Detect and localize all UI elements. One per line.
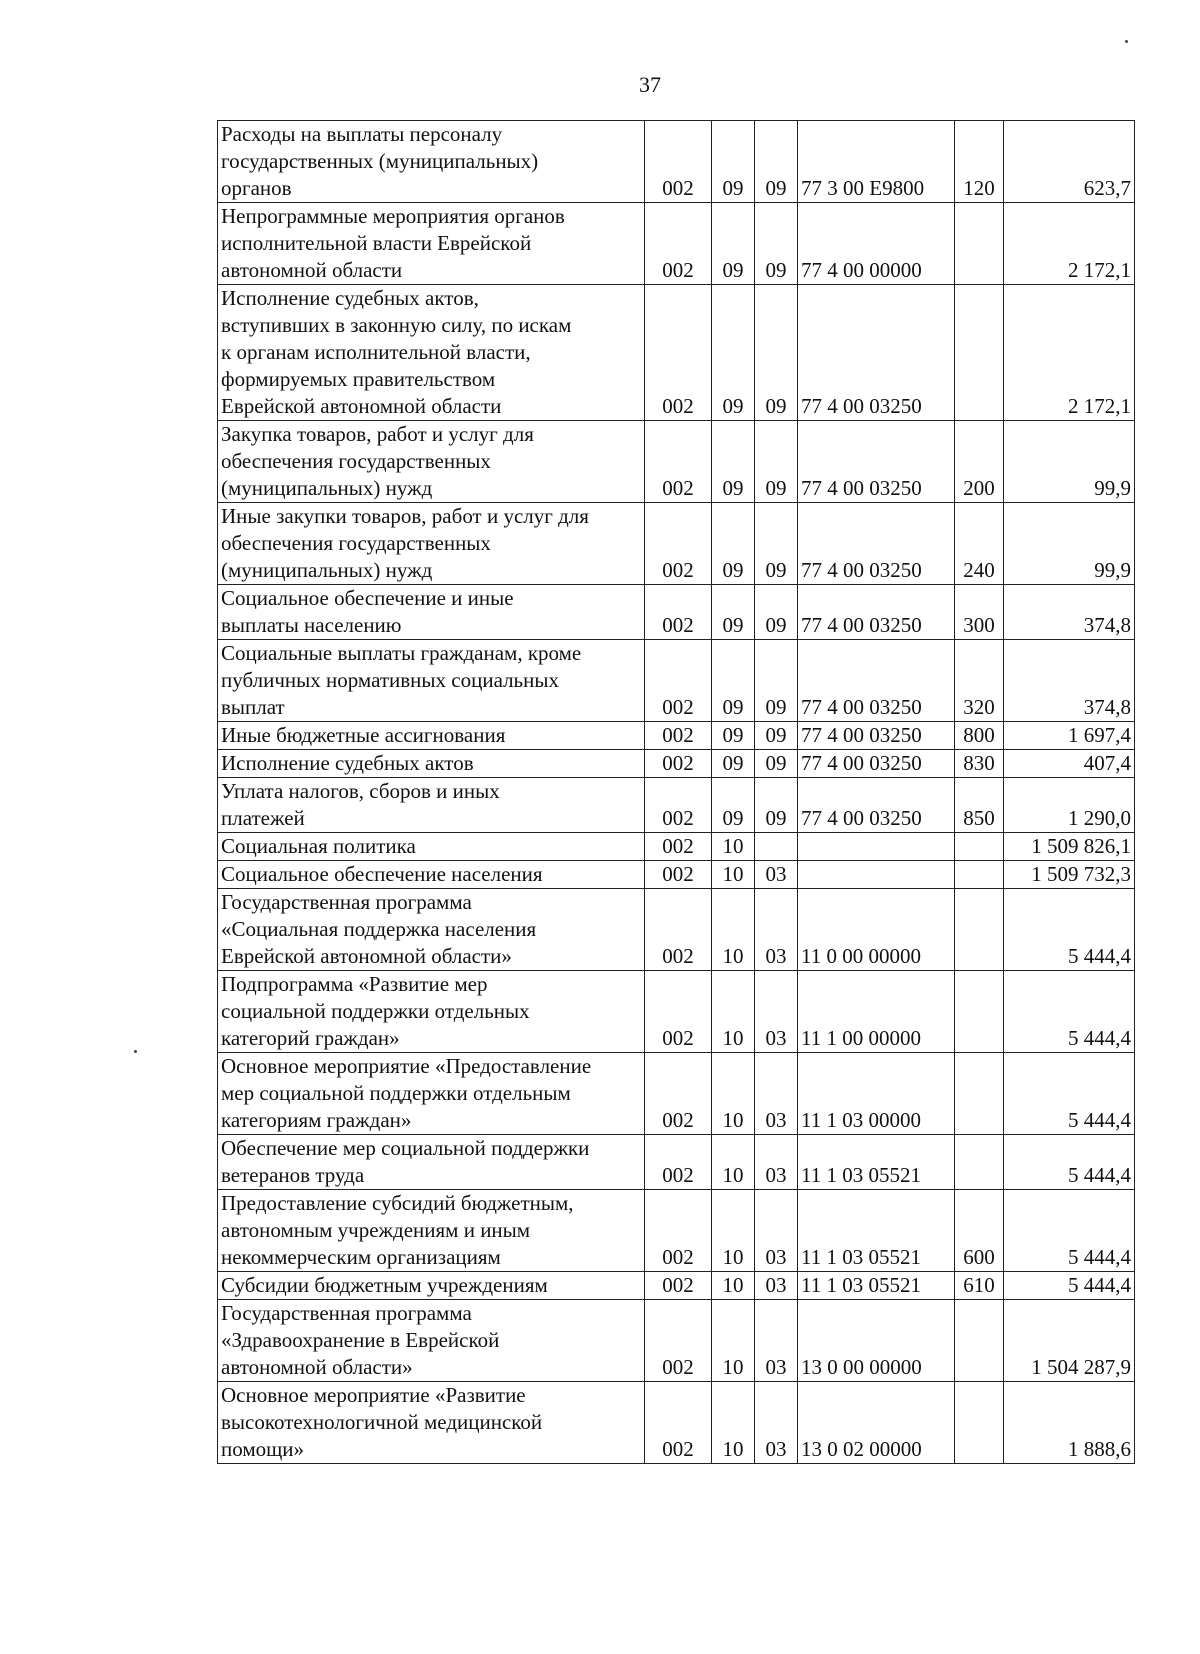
- subsection-code-text: 09: [765, 751, 787, 775]
- subsection-code-text: 03: [765, 1437, 787, 1461]
- section-code-cell: [712, 778, 755, 833]
- ministry-code-cell: [645, 585, 712, 640]
- amount-text: 5 444,4: [1068, 1273, 1131, 1297]
- target-item-code-cell: [798, 503, 955, 585]
- row-name-cell: [218, 421, 645, 503]
- target-item-code-text: 77 4 00 03250: [801, 558, 922, 582]
- target-item-code-cell: [798, 971, 955, 1053]
- target-item-code-cell: [798, 421, 955, 503]
- table-row: [218, 1382, 1135, 1464]
- section-code-cell: [712, 971, 755, 1053]
- target-item-code-cell: [798, 1053, 955, 1135]
- row-name-cell: [218, 1272, 645, 1300]
- table-row: [218, 1053, 1135, 1135]
- target-item-code-text: 11 0 00 00000: [801, 944, 921, 968]
- ministry-code-text: 002: [662, 862, 694, 886]
- section-code-cell: [712, 833, 755, 861]
- amount-cell: [1004, 121, 1135, 203]
- row-name-cell: [218, 1135, 645, 1190]
- ministry-code-cell: [645, 1053, 712, 1135]
- subsection-code-cell: [755, 889, 798, 971]
- target-item-code-text: 77 4 00 03250: [801, 695, 922, 719]
- amount-text: 1 290,0: [1068, 806, 1131, 830]
- ministry-code-cell: [645, 421, 712, 503]
- amount-text: 1 504 287,9: [1031, 1355, 1131, 1379]
- section-code-text: 10: [722, 1108, 744, 1132]
- amount-cell: [1004, 861, 1135, 889]
- ministry-code-text: 002: [662, 751, 694, 775]
- amount-text: 1 509 732,3: [1031, 862, 1131, 886]
- table-row: [218, 971, 1135, 1053]
- target-item-code-text: 77 4 00 03250: [801, 806, 922, 830]
- section-code-cell: [712, 750, 755, 778]
- target-item-code-cell: [798, 833, 955, 861]
- subsection-code-cell: [755, 833, 798, 861]
- expense-type-code-cell: [955, 585, 1004, 640]
- row-name-cell: [218, 861, 645, 889]
- subsection-code-text: 09: [765, 613, 787, 637]
- subsection-code-cell: [755, 861, 798, 889]
- row-name-cell: [218, 971, 645, 1053]
- ministry-code-text: 002: [662, 834, 694, 858]
- amount-cell: [1004, 1382, 1135, 1464]
- subsection-code-cell: [755, 1053, 798, 1135]
- target-item-code-text: 13 0 02 00000: [801, 1437, 922, 1461]
- section-code-text: 10: [722, 1163, 744, 1187]
- ministry-code-text: 002: [662, 394, 694, 418]
- section-code-cell: [712, 421, 755, 503]
- expense-type-code-cell: [955, 1272, 1004, 1300]
- row-name-text: Предоставление субсидий бюджетным, автономным учреждениям и иным некоммерческим организациям: [221, 1191, 574, 1269]
- subsection-code-text: 09: [765, 558, 787, 582]
- ministry-code-cell: [645, 285, 712, 421]
- section-code-text: 09: [722, 176, 744, 200]
- table-row: [218, 121, 1135, 203]
- section-code-text: 10: [722, 944, 744, 968]
- subsection-code-cell: [755, 640, 798, 722]
- amount-text: 2 172,1: [1068, 394, 1131, 418]
- row-name-text: Субсидии бюджетным учреждениям: [221, 1273, 548, 1297]
- page-number: 37: [639, 72, 661, 97]
- amount-text: 5 444,4: [1068, 1163, 1131, 1187]
- expense-type-code-cell: [955, 971, 1004, 1053]
- target-item-code-text: 11 1 03 05521: [801, 1245, 921, 1269]
- row-name-text: Исполнение судебных актов: [221, 751, 474, 775]
- row-name-text: Непрограммные мероприятия органов исполнительной власти Еврейской автономной области: [221, 204, 565, 282]
- target-item-code-cell: [798, 121, 955, 203]
- expense-type-code-cell: [955, 421, 1004, 503]
- subsection-code-text: 03: [765, 1245, 787, 1269]
- ministry-code-cell: [645, 833, 712, 861]
- expense-type-code-text: 800: [963, 723, 995, 747]
- row-name-cell: [218, 722, 645, 750]
- table-row: [218, 861, 1135, 889]
- ministry-code-cell: [645, 1135, 712, 1190]
- amount-cell: [1004, 585, 1135, 640]
- section-code-text: 10: [722, 1437, 744, 1461]
- expense-type-code-cell: [955, 861, 1004, 889]
- section-code-text: 09: [722, 751, 744, 775]
- subsection-code-cell: [755, 971, 798, 1053]
- ministry-code-cell: [645, 778, 712, 833]
- target-item-code-text: 77 4 00 03250: [801, 723, 922, 747]
- subsection-code-cell: [755, 1190, 798, 1272]
- ministry-code-text: 002: [662, 1273, 694, 1297]
- expense-type-code-cell: [955, 722, 1004, 750]
- subsection-code-text: 09: [765, 695, 787, 719]
- subsection-code-text: 03: [765, 1026, 787, 1050]
- target-item-code-cell: [798, 1382, 955, 1464]
- amount-text: 99,9: [1094, 558, 1131, 582]
- ministry-code-cell: [645, 640, 712, 722]
- expense-type-code-text: 600: [963, 1245, 995, 1269]
- amount-cell: [1004, 1272, 1135, 1300]
- ministry-code-text: 002: [662, 1108, 694, 1132]
- target-item-code-cell: [798, 1190, 955, 1272]
- target-item-code-text: 77 4 00 03250: [801, 476, 922, 500]
- amount-cell: [1004, 722, 1135, 750]
- target-item-code-cell: [798, 203, 955, 285]
- section-code-text: 10: [722, 1026, 744, 1050]
- amount-cell: [1004, 640, 1135, 722]
- scan-speck: [134, 1050, 137, 1053]
- amount-cell: [1004, 421, 1135, 503]
- expense-type-code-text: 120: [963, 176, 995, 200]
- subsection-code-text: 09: [765, 723, 787, 747]
- amount-cell: [1004, 750, 1135, 778]
- target-item-code-text: 11 1 03 05521: [801, 1163, 921, 1187]
- row-name-text: Социальное обеспечение и иные выплаты населению: [221, 586, 514, 637]
- table-row: [218, 285, 1135, 421]
- target-item-code-cell: [798, 1300, 955, 1382]
- row-name-text: Социальные выплаты гражданам, кроме публичных нормативных социальных выплат: [221, 641, 582, 719]
- ministry-code-cell: [645, 1300, 712, 1382]
- expense-type-code-cell: [955, 1382, 1004, 1464]
- expense-type-code-cell: [955, 285, 1004, 421]
- amount-cell: [1004, 833, 1135, 861]
- amount-text: 623,7: [1083, 176, 1131, 200]
- amount-text: 1 697,4: [1068, 723, 1131, 747]
- target-item-code-text: 11 1 03 00000: [801, 1108, 921, 1132]
- target-item-code-cell: [798, 750, 955, 778]
- section-code-text: 10: [722, 862, 744, 886]
- row-name-text: Основное мероприятие «Развитие высокотехнологичной медицинской помощи»: [221, 1383, 543, 1461]
- ministry-code-cell: [645, 203, 712, 285]
- amount-cell: [1004, 889, 1135, 971]
- ministry-code-text: 002: [662, 1437, 694, 1461]
- subsection-code-text: 09: [765, 258, 787, 282]
- row-name-cell: [218, 121, 645, 203]
- table-row: [218, 778, 1135, 833]
- subsection-code-text: 09: [765, 394, 787, 418]
- table-row: [218, 421, 1135, 503]
- target-item-code-cell: [798, 861, 955, 889]
- table-row: [218, 640, 1135, 722]
- ministry-code-text: 002: [662, 558, 694, 582]
- budget-table: [217, 120, 1135, 1464]
- row-name-cell: [218, 889, 645, 971]
- subsection-code-text: 03: [765, 1273, 787, 1297]
- expense-type-code-text: 850: [963, 806, 995, 830]
- row-name-cell: [218, 640, 645, 722]
- target-item-code-text: 77 4 00 00000: [801, 258, 922, 282]
- section-code-cell: [712, 1272, 755, 1300]
- ministry-code-text: 002: [662, 695, 694, 719]
- ministry-code-cell: [645, 889, 712, 971]
- ministry-code-text: 002: [662, 476, 694, 500]
- row-name-cell: [218, 750, 645, 778]
- row-name-text: Расходы на выплаты персоналу государственных (муниципальных) органов: [221, 122, 539, 200]
- section-code-text: 09: [722, 695, 744, 719]
- expense-type-code-cell: [955, 889, 1004, 971]
- table-row: [218, 585, 1135, 640]
- section-code-cell: [712, 203, 755, 285]
- section-code-text: 09: [722, 394, 744, 418]
- amount-text: 99,9: [1094, 476, 1131, 500]
- section-code-text: 09: [722, 476, 744, 500]
- ministry-code-cell: [645, 503, 712, 585]
- expense-type-code-cell: [955, 1135, 1004, 1190]
- amount-text: 5 444,4: [1068, 944, 1131, 968]
- subsection-code-cell: [755, 285, 798, 421]
- row-name-text: Исполнение судебных актов, вступивших в законную силу, по искам к органам исполнительной власти, формируемых правительством Еврейской автономной области: [221, 286, 572, 418]
- ministry-code-text: 002: [662, 613, 694, 637]
- ministry-code-cell: [645, 1190, 712, 1272]
- section-code-cell: [712, 722, 755, 750]
- row-name-cell: [218, 833, 645, 861]
- target-item-code-cell: [798, 1135, 955, 1190]
- target-item-code-text: 77 4 00 03250: [801, 613, 922, 637]
- scan-speck: [1125, 40, 1128, 43]
- target-item-code-text: 77 4 00 03250: [801, 394, 922, 418]
- section-code-cell: [712, 503, 755, 585]
- ministry-code-text: 002: [662, 176, 694, 200]
- amount-cell: [1004, 1300, 1135, 1382]
- ministry-code-cell: [645, 1382, 712, 1464]
- section-code-text: 10: [722, 1273, 744, 1297]
- row-name-text: Иные бюджетные ассигнования: [221, 723, 506, 747]
- target-item-code-cell: [798, 640, 955, 722]
- ministry-code-text: 002: [662, 1245, 694, 1269]
- section-code-cell: [712, 640, 755, 722]
- table-row: [218, 833, 1135, 861]
- table-row: [218, 503, 1135, 585]
- amount-text: 1 888,6: [1068, 1437, 1131, 1461]
- section-code-cell: [712, 1300, 755, 1382]
- row-name-cell: [218, 285, 645, 421]
- expense-type-code-cell: [955, 640, 1004, 722]
- row-name-text: Основное мероприятие «Предоставление мер социальной поддержки отдельным категориям граждан»: [221, 1054, 592, 1132]
- row-name-text: Государственная программа «Здравоохранение в Еврейской автономной области»: [221, 1301, 500, 1379]
- row-name-cell: [218, 1190, 645, 1272]
- expense-type-code-text: 830: [963, 751, 995, 775]
- ministry-code-text: 002: [662, 806, 694, 830]
- section-code-text: 10: [722, 1245, 744, 1269]
- expense-type-code-cell: [955, 1300, 1004, 1382]
- expense-type-code-cell: [955, 1053, 1004, 1135]
- section-code-cell: [712, 889, 755, 971]
- subsection-code-cell: [755, 1135, 798, 1190]
- amount-text: 374,8: [1083, 613, 1131, 637]
- ministry-code-text: 002: [662, 1026, 694, 1050]
- amount-text: 374,8: [1083, 695, 1131, 719]
- amount-text: 1 509 826,1: [1031, 834, 1131, 858]
- row-name-cell: [218, 203, 645, 285]
- section-code-text: 10: [722, 1355, 744, 1379]
- amount-text: 5 444,4: [1068, 1026, 1131, 1050]
- expense-type-code-cell: [955, 121, 1004, 203]
- amount-cell: [1004, 503, 1135, 585]
- expense-type-code-cell: [955, 778, 1004, 833]
- subsection-code-cell: [755, 1300, 798, 1382]
- section-code-cell: [712, 861, 755, 889]
- target-item-code-cell: [798, 585, 955, 640]
- table-row: [218, 750, 1135, 778]
- subsection-code-text: 03: [765, 1108, 787, 1132]
- amount-cell: [1004, 1135, 1135, 1190]
- subsection-code-text: 03: [765, 862, 787, 886]
- ministry-code-cell: [645, 722, 712, 750]
- expense-type-code-cell: [955, 750, 1004, 778]
- row-name-text: Социальное обеспечение населения: [221, 862, 543, 886]
- table-row: [218, 722, 1135, 750]
- target-item-code-cell: [798, 722, 955, 750]
- ministry-code-text: 002: [662, 944, 694, 968]
- row-name-cell: [218, 1300, 645, 1382]
- section-code-cell: [712, 1135, 755, 1190]
- ministry-code-text: 002: [662, 258, 694, 282]
- amount-text: 5 444,4: [1068, 1245, 1131, 1269]
- subsection-code-text: 09: [765, 806, 787, 830]
- ministry-code-cell: [645, 121, 712, 203]
- section-code-cell: [712, 1382, 755, 1464]
- subsection-code-cell: [755, 121, 798, 203]
- amount-text: 2 172,1: [1068, 258, 1131, 282]
- row-name-text: Иные закупки товаров, работ и услуг для обеспечения государственных (муниципальных) нужд: [221, 504, 589, 582]
- subsection-code-text: 03: [765, 944, 787, 968]
- row-name-text: Обеспечение мер социальной поддержки ветеранов труда: [221, 1136, 590, 1187]
- table-row: [218, 203, 1135, 285]
- ministry-code-text: 002: [662, 1355, 694, 1379]
- row-name-text: Закупка товаров, работ и услуг для обеспечения государственных (муниципальных) нужд: [221, 422, 534, 500]
- subsection-code-cell: [755, 1382, 798, 1464]
- amount-cell: [1004, 778, 1135, 833]
- amount-text: 5 444,4: [1068, 1108, 1131, 1132]
- expense-type-code-cell: [955, 1190, 1004, 1272]
- row-name-text: Государственная программа «Социальная поддержка населения Еврейской автономной области»: [221, 890, 537, 968]
- row-name-cell: [218, 503, 645, 585]
- amount-text: 407,4: [1083, 751, 1131, 775]
- row-name-text: Социальная политика: [221, 834, 416, 858]
- subsection-code-cell: [755, 203, 798, 285]
- table-row: [218, 1300, 1135, 1382]
- target-item-code-cell: [798, 285, 955, 421]
- target-item-code-text: 11 1 00 00000: [801, 1026, 921, 1050]
- subsection-code-cell: [755, 585, 798, 640]
- ministry-code-cell: [645, 861, 712, 889]
- section-code-text: 09: [722, 613, 744, 637]
- section-code-cell: [712, 1053, 755, 1135]
- expense-type-code-text: 610: [963, 1273, 995, 1297]
- table-row: [218, 889, 1135, 971]
- amount-cell: [1004, 971, 1135, 1053]
- expense-type-code-text: 320: [963, 695, 995, 719]
- section-code-text: 09: [722, 723, 744, 747]
- row-name-text: Подпрограмма «Развитие мер социальной поддержки отдельных категорий граждан»: [221, 972, 530, 1050]
- ministry-code-cell: [645, 750, 712, 778]
- section-code-cell: [712, 585, 755, 640]
- target-item-code-cell: [798, 778, 955, 833]
- expense-type-code-text: 300: [963, 613, 995, 637]
- budget-table-body: [218, 121, 1135, 1464]
- section-code-cell: [712, 1190, 755, 1272]
- section-code-text: 09: [722, 258, 744, 282]
- ministry-code-text: 002: [662, 723, 694, 747]
- section-code-text: 09: [722, 806, 744, 830]
- subsection-code-cell: [755, 1272, 798, 1300]
- subsection-code-text: 09: [765, 476, 787, 500]
- target-item-code-text: 13 0 00 00000: [801, 1355, 922, 1379]
- table-row: [218, 1190, 1135, 1272]
- expense-type-code-text: 240: [963, 558, 995, 582]
- expense-type-code-cell: [955, 833, 1004, 861]
- row-name-cell: [218, 585, 645, 640]
- target-item-code-text: 77 4 00 03250: [801, 751, 922, 775]
- amount-cell: [1004, 285, 1135, 421]
- ministry-code-cell: [645, 1272, 712, 1300]
- target-item-code-cell: [798, 889, 955, 971]
- section-code-text: 10: [722, 834, 744, 858]
- table-row: [218, 1135, 1135, 1190]
- subsection-code-text: 03: [765, 1163, 787, 1187]
- subsection-code-cell: [755, 778, 798, 833]
- row-name-cell: [218, 1382, 645, 1464]
- expense-type-code-cell: [955, 503, 1004, 585]
- expense-type-code-cell: [955, 203, 1004, 285]
- subsection-code-cell: [755, 750, 798, 778]
- row-name-cell: [218, 778, 645, 833]
- table-row: [218, 1272, 1135, 1300]
- ministry-code-text: 002: [662, 1163, 694, 1187]
- subsection-code-text: 03: [765, 1355, 787, 1379]
- section-code-cell: [712, 121, 755, 203]
- subsection-code-text: 09: [765, 176, 787, 200]
- target-item-code-cell: [798, 1272, 955, 1300]
- subsection-code-cell: [755, 421, 798, 503]
- target-item-code-text: 77 3 00 E9800: [801, 176, 925, 200]
- ministry-code-cell: [645, 971, 712, 1053]
- subsection-code-cell: [755, 503, 798, 585]
- row-name-text: Уплата налогов, сборов и иных платежей: [221, 779, 500, 830]
- amount-cell: [1004, 1190, 1135, 1272]
- expense-type-code-text: 200: [963, 476, 995, 500]
- section-code-text: 09: [722, 558, 744, 582]
- row-name-cell: [218, 1053, 645, 1135]
- target-item-code-text: 11 1 03 05521: [801, 1273, 921, 1297]
- subsection-code-cell: [755, 722, 798, 750]
- section-code-cell: [712, 285, 755, 421]
- amount-cell: [1004, 1053, 1135, 1135]
- amount-cell: [1004, 203, 1135, 285]
